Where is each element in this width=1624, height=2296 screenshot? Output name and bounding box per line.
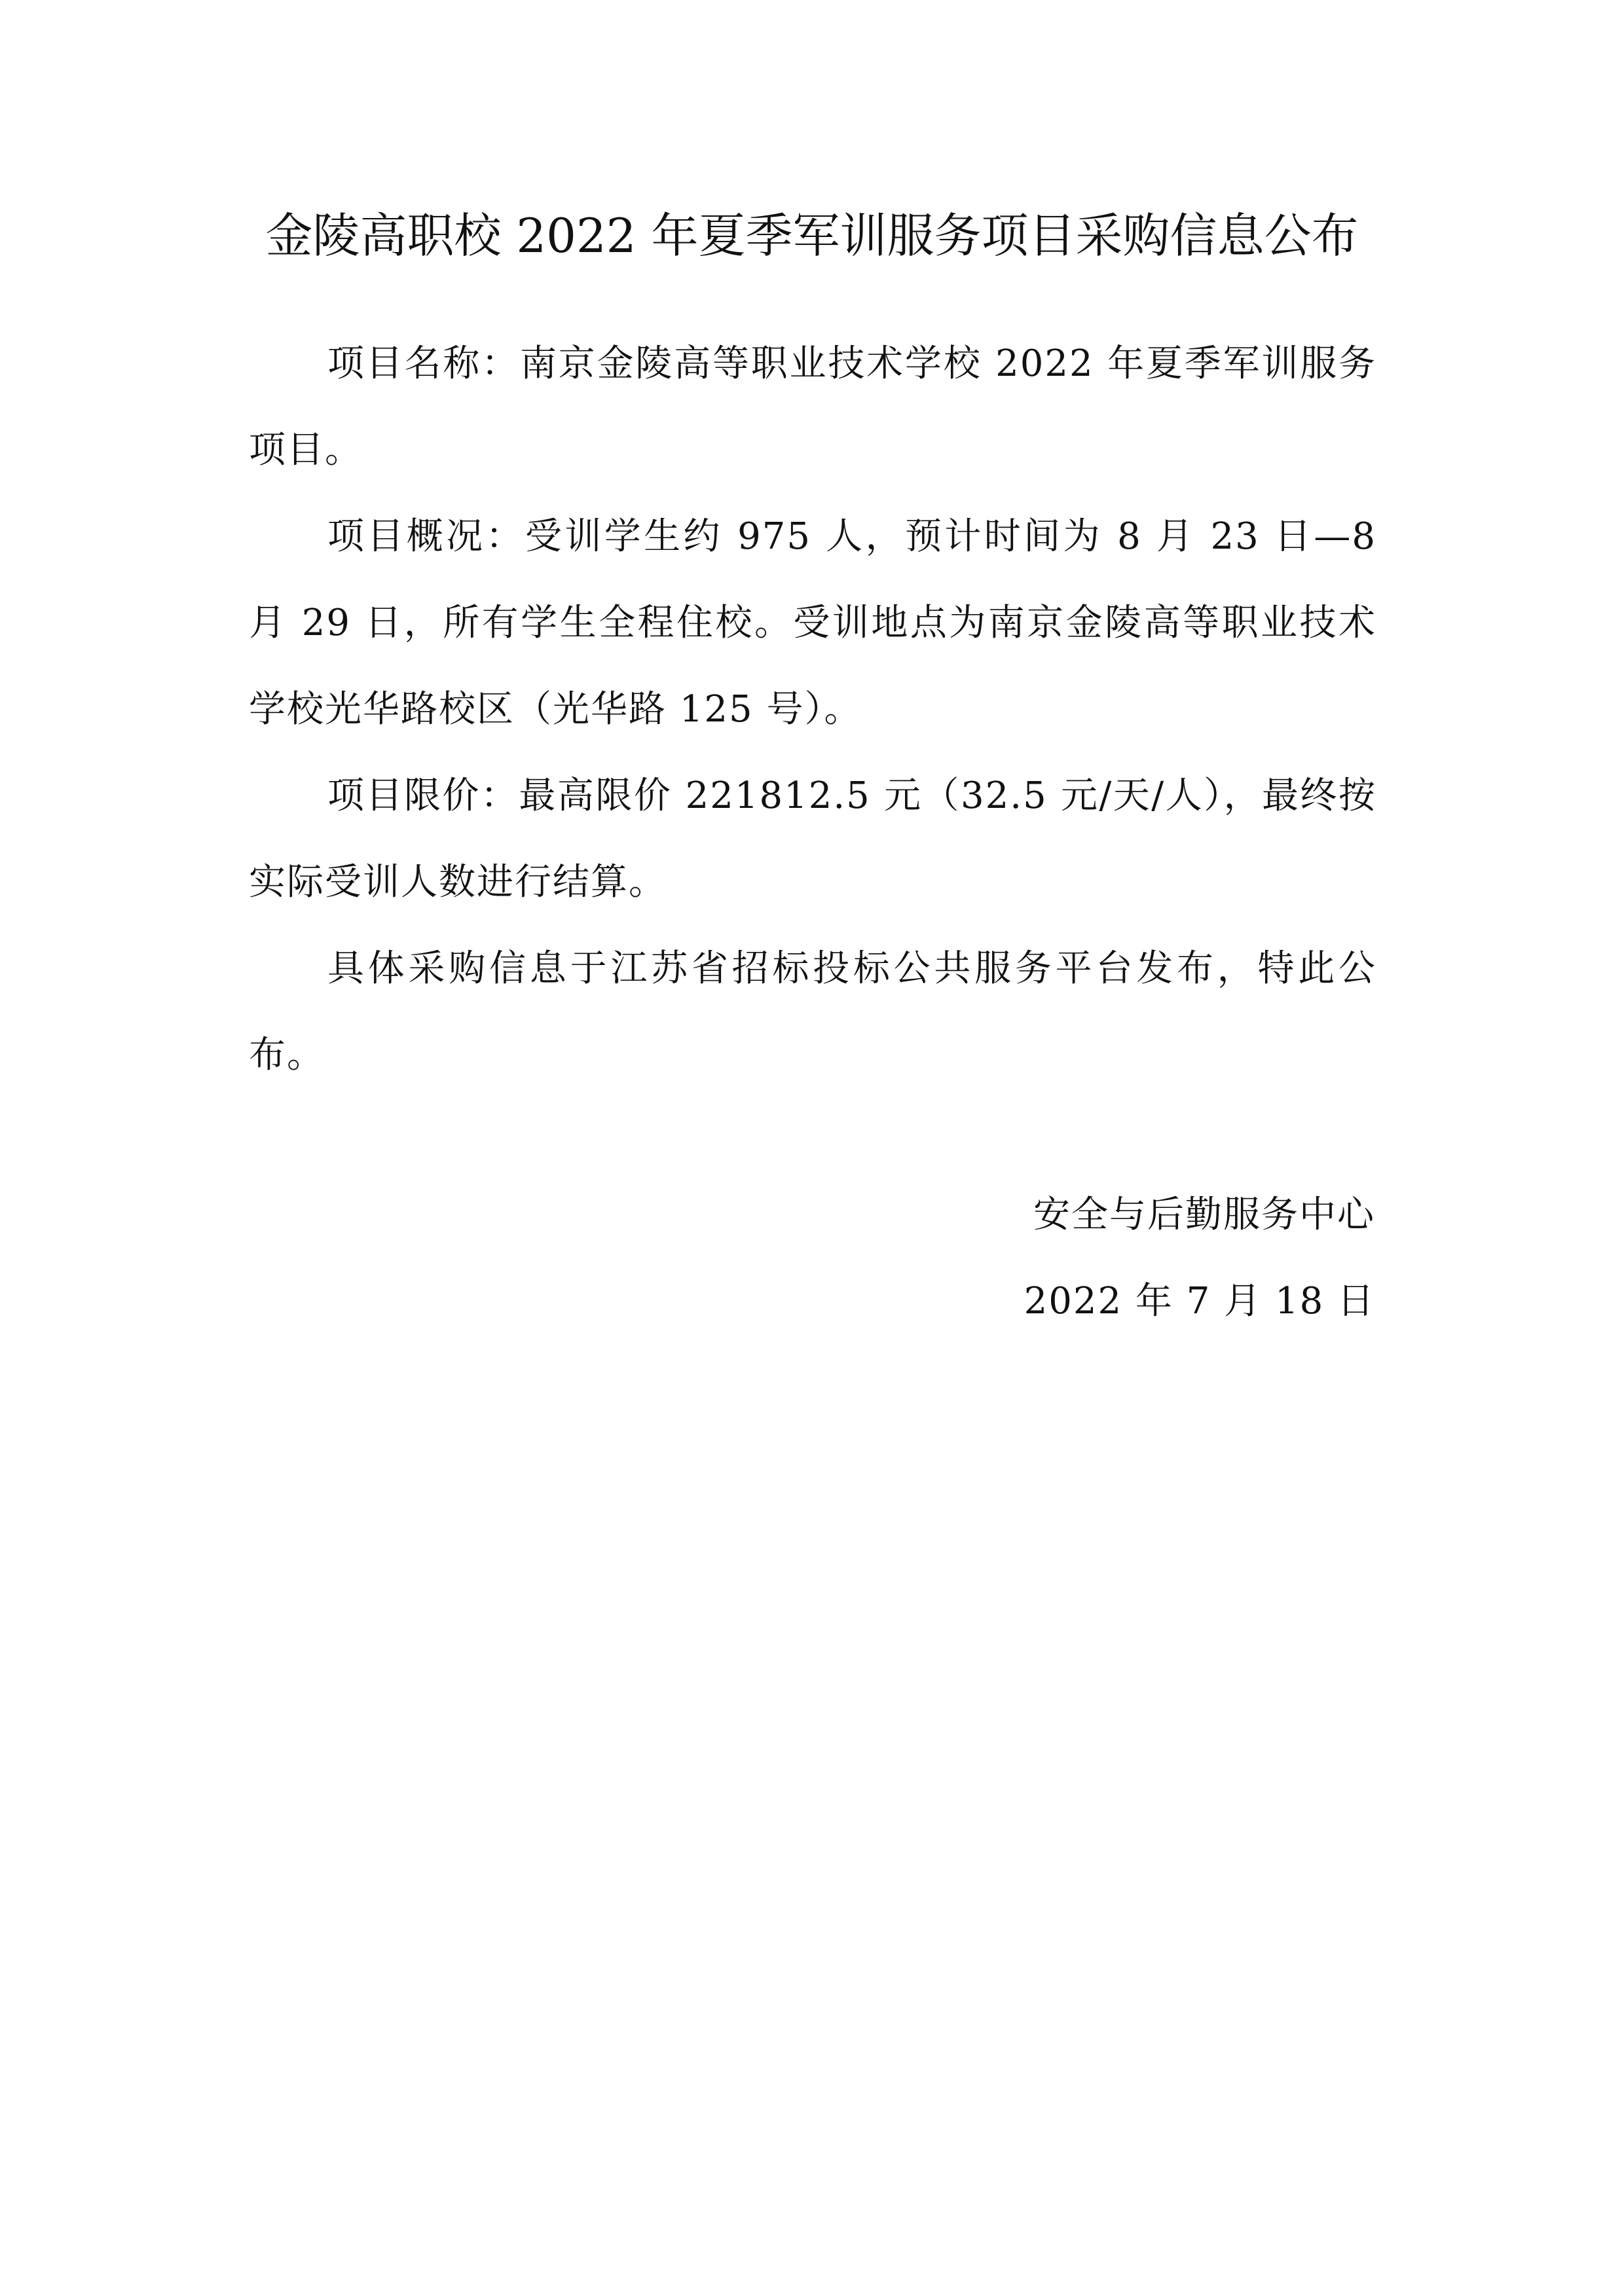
signature-date: 2022 年 7 月 18 日 [1024,1280,1375,1322]
document-body [249,321,1376,1099]
paragraph-project-name: 项目名称：南京金陵高等职业技术学校 2022 年夏季军训服务项目。 [249,342,1376,471]
paragraph-project-overview: 项目概况：受训学生约 975 人，预计时间为 8 月 23 日—8 月 29 日，所有学生全程住校。受训地点为南京金陵高等职业技术学校光华路校区（光华路 125 号）。 [249,515,1376,731]
paragraph-price-limit: 项目限价：最高限价 221812.5 元（32.5 元/天/人），最终按实际受训人数进行结算。 [249,774,1376,903]
signature-department: 安全与后勤服务中心 [1033,1194,1375,1236]
paragraph-announcement: 具体采购信息于江苏省招标投标公共服务平台发布，特此公布。 [249,947,1376,1076]
signature-block [1024,1172,1375,1345]
document-title: 金陵高职校 2022 年夏季军训服务项目采购信息公布 [265,208,1359,263]
